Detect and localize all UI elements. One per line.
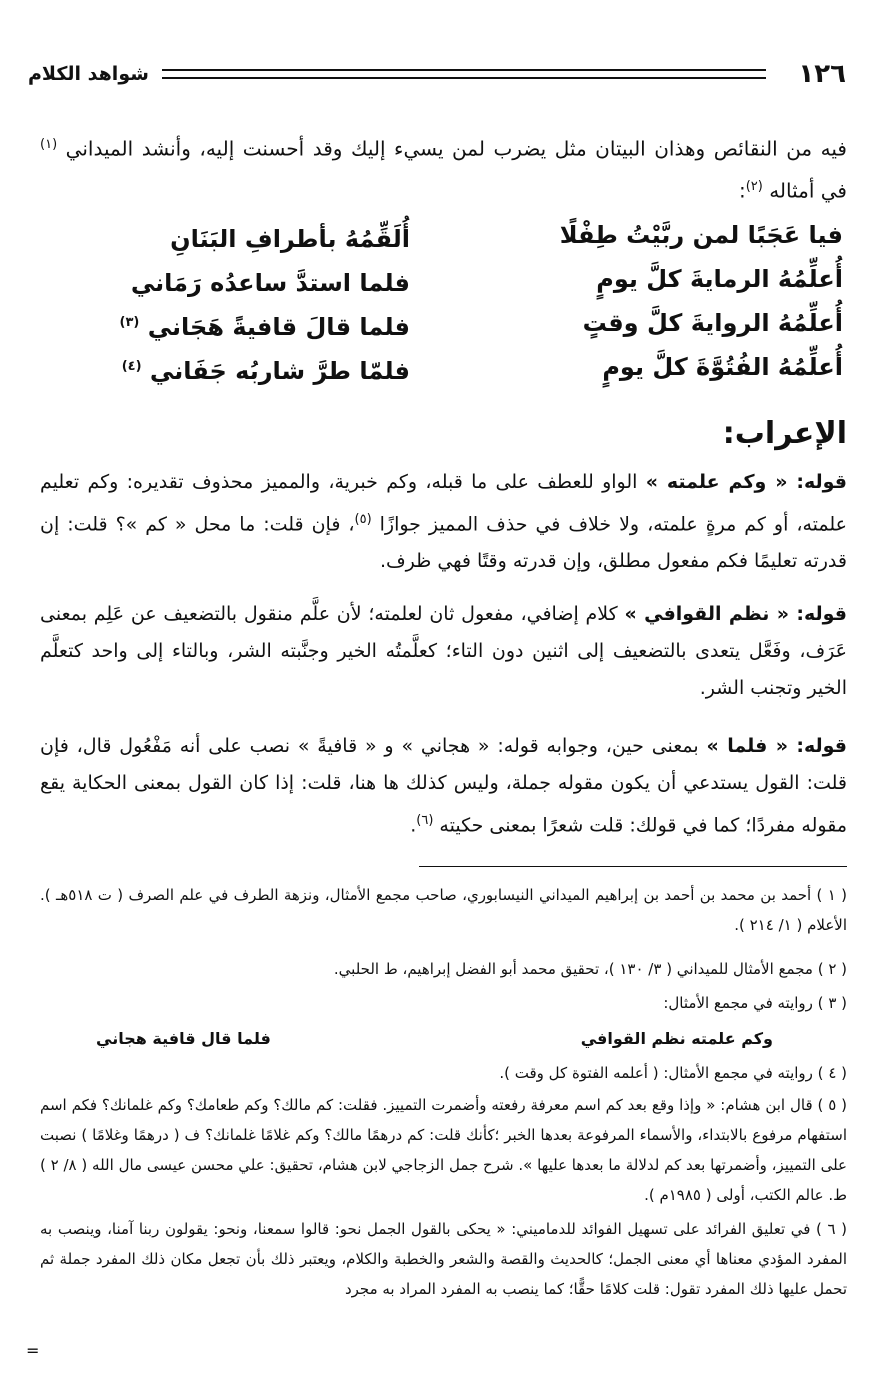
header-rule — [162, 69, 766, 79]
continuation-mark: = — [26, 1341, 40, 1360]
verse-first-hemistich: فيا عَجَبًا لمن ربَّيْتُ طِفْلًا — [559, 221, 843, 249]
verse-second-hemistich — [50, 213, 410, 257]
footnote-verse-first: وكم علمته نظم القوافي — [580, 1029, 773, 1048]
verse-second-text: فلما قالَ قافيةً هَجَاني — [147, 313, 410, 341]
paragraph-text: بمعنى حين، وجوابه قوله: « هجاني » و « قافيةً » نصب على أنه مَفْعُول قال، فإن قلت: القول يستدعي أن يكون مقوله جملة، وليس كذلك ها هنا، قلت: إذا كان القول بمعنى الحكاية يقع مقوله مفردًا؛ كما في قولك: قلت شعرًا بمعنى حكيته — [40, 735, 847, 837]
paragraph-label: قوله: « وكم علمته » — [645, 471, 847, 493]
verse-second-text: أُلَقِّمُهُ بأطرافِ البَنَانِ — [170, 225, 410, 253]
paragraph-text: كلام إضافي، مفعول ثان لعلمته؛ لأن علَّم منقول بالتضعيف عن عَلِم بمعنى عَرَف، وفَعَّل يتعدى بالتضعيف إلى اثنين دون التاء؛ كعلَّمتُه الخير وجنَّبته الشر، وبالتاء إلى واحد كتعلَّم الخير وتجنب الشر. — [40, 603, 847, 699]
footnote-ref-2: (٢) — [745, 178, 763, 194]
verse-first-hemistich: أُعلِّمُهُ الرمايةَ كلَّ يومٍ — [596, 265, 843, 293]
intro-paragraph — [40, 126, 847, 209]
footnote-3-verse — [96, 1024, 773, 1054]
verse-second-hemistich — [50, 345, 410, 389]
paragraph-label: قوله: « نظم القوافي » — [624, 603, 847, 625]
footnote-verse-second: فلما قال قافية هجاني — [96, 1029, 271, 1048]
footnote-3: ( ٣ ) روايته في مجمع الأمثال: — [663, 994, 847, 1012]
verse-footnote-ref: (٣) — [119, 315, 140, 330]
verse-first-hemistich: أُعلِّمُهُ الفُتُوَّةَ كلَّ يومٍ — [602, 353, 843, 381]
analysis-paragraph-1 — [40, 464, 847, 580]
verse-first-hemistich: أُعلِّمُهُ الروايةَ كلَّ وقتٍ — [582, 309, 843, 337]
footnote-6: ( ٦ ) في تعليق الفرائد على تسهيل الفوائد للدماميني: « يحكى بالقول الجمل نحو: قالوا سمعنا، ونحو: يقولون ربنا آمنا، وينصب به المفرد المؤدي معناها أي معنى الجمل؛ كالحديث والقصة والشعر والخطبة والكلام، ويعتبر ذلك بأن تجعل مكان ذلك المفرد جملة ثم تحمل عليها ذلك المفرد تقول: قلت كلامًا حقًّا؛ كما ينصب به المفرد المراد به مجرد — [40, 1220, 847, 1298]
verse-second-hemistich — [50, 257, 410, 301]
verse-line — [50, 213, 843, 257]
footnote-ref-1: (١) — [40, 137, 58, 152]
footnote-5: ( ٥ ) قال ابن هشام: « وإذا وقع بعد كم اسم معرفة رفعته وأضمرت التمييز. فقلت: كم مالك؟ وكم طعامك؟ وكم غلمانك؟ فكم اسم استفهام مرفوع بالابتداء، والأسماء المرفوعة بعدها الخبر ؛كأنك قلت: كم درهمًا مالك؟ وكم غلامًا غلمانك؟ ف ( درهمًا وغلامًا ) نصبت على التمييز، وأضمرتها بعد كم لدلالة ما بعدها عليها ». شرح جمل الزجاجي لابن هشام، تحقيق: علي محسن عيسى مال الله ( ٨/ ٢ ) ط. عالم الكتب، أولى ( ١٩٨٥م ). — [40, 1096, 848, 1204]
footnote-ref-6: (٦) — [416, 813, 434, 828]
verse-line — [50, 257, 843, 301]
footnote-1: ( ١ ) أحمد بن محمد بن أحمد بن إبراهيم الميداني النيسابوري، صاحب مجمع الأمثال، ونزهة الطرف في علم الصرف ( ت ٥١٨هـ ). الأعلام ( ١/ ٢١٤ ). — [40, 886, 847, 934]
poem-verses — [50, 213, 843, 389]
intro-line1: فيه من النقائص وهذان البيتان مثل يضرب لمن يسيء إليك وقد أحسنت إليه، وأنشد الميداني — [65, 136, 847, 161]
verse-second-hemistich — [50, 301, 410, 345]
verse-line — [50, 301, 843, 345]
footnote-ref-5: (٥) — [354, 512, 372, 527]
running-title: شواهد الكلام — [28, 63, 149, 85]
paragraph-text: الواو للعطف على ما قبله، وكم خبرية، والمميز محذوف تقديره: وكم تعليم علمته، أو كم مرةٍ علمته، ولا خلاف في حذف المميز جوازًا — [40, 471, 847, 536]
verse-second-text: فلما استدَّ ساعدُه رَمَاني — [130, 269, 410, 297]
analysis-paragraph-2 — [40, 596, 847, 707]
verse-footnote-ref: (٤) — [121, 359, 142, 374]
page-header — [28, 52, 846, 96]
footnote-4: ( ٤ ) روايته في مجمع الأمثال: ( أعلمه الفتوة كل وقت ). — [499, 1064, 847, 1082]
paragraph-text-cont: . — [410, 814, 417, 837]
verse-line — [50, 345, 843, 389]
footnote-separator — [419, 866, 847, 867]
intro-line2-end: : — [738, 178, 746, 203]
verse-second-text: فلمّا طرَّ شاربُه جَفَاني — [149, 357, 410, 385]
footnote-2: ( ٢ ) مجمع الأمثال للميداني ( ٣/ ١٣٠ )، تحقيق محمد أبو الفضل إبراهيم، ط الحلبي. — [333, 960, 847, 978]
paragraph-label: قوله: « فلما » — [706, 735, 847, 757]
intro-line2: في أمثاله — [769, 178, 847, 203]
analysis-paragraph-3 — [40, 728, 847, 844]
page-number: ١٢٦ — [798, 59, 846, 89]
section-heading: الإعراب: — [722, 416, 847, 451]
paragraph-text-cont: ، فإن قلت: ما محل « كم »؟ قلت: إن قدرته تعليمًا فكم مفعول مطلق، وإن قدرته وقتًا فهي ظرف. — [40, 513, 847, 573]
